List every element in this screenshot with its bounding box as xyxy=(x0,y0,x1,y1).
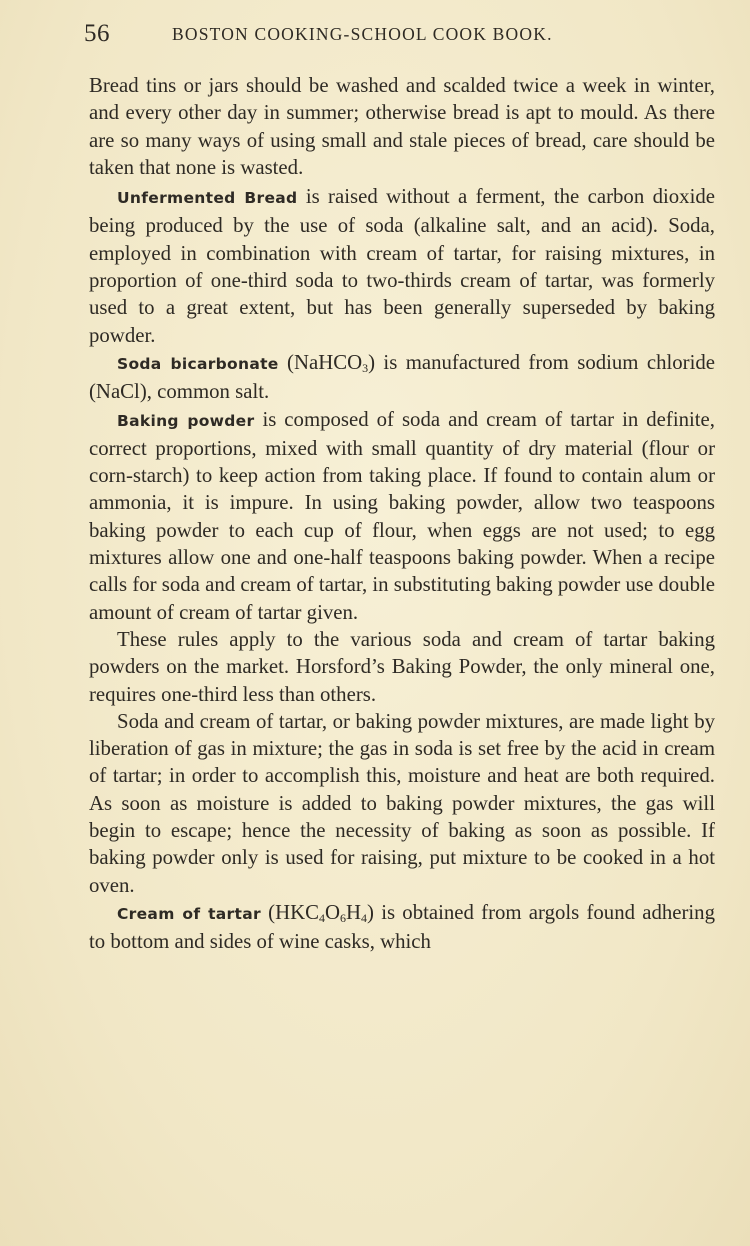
paragraph-text: Bread tins or jars should be washed and scalded twice a week in winter, and every other day in summer; otherwise bread is apt to mould. As there are so many ways of using small and stale pieces of bread, care should be taken that none is wasted. xyxy=(89,74,715,179)
paragraph-soda-and-cream xyxy=(89,708,715,899)
paragraph-cream-of-tartar xyxy=(89,899,715,956)
formula-part: H xyxy=(346,900,362,924)
paragraph-these-rules xyxy=(89,626,715,708)
formula-part: O xyxy=(324,900,341,924)
formula-part: ) xyxy=(367,900,374,924)
formula-subscript: 4 xyxy=(318,910,325,925)
running-head xyxy=(84,18,720,50)
formula-part: (NaHCO xyxy=(278,350,363,374)
book-title: BOSTON COOKING-SCHOOL COOK BOOK. xyxy=(172,24,553,44)
term-soda-bicarbonate: Soda bicarbonate xyxy=(117,354,279,373)
paragraph-unfermented-bread xyxy=(89,183,715,349)
paragraph-text: is manufactured from sodium chloride (NaCl), common salt. xyxy=(89,350,715,404)
paragraph-text: is composed of soda and cream of tartar in definite, correct proportions, mixed with small quantity of dry material (flour or corn-starch) to keep action from taking place. If found to contain alum or ammonia, it is impure. In using baking powder, allow two teaspoons baking powder to each cup of flour, when eggs are not used; to egg mixtures allow one and one-half teaspoons baking powder. When a recipe calls for soda and cream of tartar, in substituting baking powder use double amount of cream of tartar given. xyxy=(89,407,715,624)
paragraph-text: These rules apply to the various soda and cream of tartar baking powders on the market. Horsford’s Baking Powder, the only mineral one, requires one-third less than others. xyxy=(89,627,715,706)
paragraph-text: Soda and cream of tartar, or baking powder mixtures, are made light by liberation of gas in mixture; the gas in soda is set free by the acid in cream of tartar; in order to accomplish this, moisture and heat are both required. As soon as moisture is added to baking powder mixtures, the gas will begin to escape; hence the necessity of baking as soon as possible. If baking powder only is used for raising, put mixture to be cooked in a hot oven. xyxy=(89,709,715,897)
term-cream-of-tartar: Cream of tartar xyxy=(117,904,261,923)
formula-part: (HKC xyxy=(260,900,319,924)
formula-subscript: 6 xyxy=(340,910,347,925)
formula-hkc4o6h4 xyxy=(261,901,374,924)
term-baking-powder: Baking powder xyxy=(117,411,255,430)
paragraph-text: is raised without a ferment, the carbon dioxide being produced by the use of soda (alkaline salt, and an acid). Soda, employed in combination with cream of tartar, for raising mixtures, in proportion of one-third soda to two-thirds cream of tartar, was formerly used to a great extent, but has been generally superseded by baking powder. xyxy=(89,185,715,347)
paragraph-soda-bicarbonate xyxy=(89,349,715,406)
formula-nahco3 xyxy=(279,351,375,374)
paragraph-bread-tins xyxy=(89,72,715,181)
formula-subscript: 3 xyxy=(362,360,369,375)
paragraph-text: is obtained from argols found adhering to bottom and sides of wine casks, which xyxy=(89,900,715,954)
formula-part: ) xyxy=(368,350,376,374)
page-number: 56 xyxy=(84,20,110,47)
body-text xyxy=(89,72,715,956)
paragraph-baking-powder xyxy=(89,406,715,626)
term-unfermented-bread: Unfermented Bread xyxy=(117,189,298,208)
formula-subscript: 4 xyxy=(361,910,368,925)
